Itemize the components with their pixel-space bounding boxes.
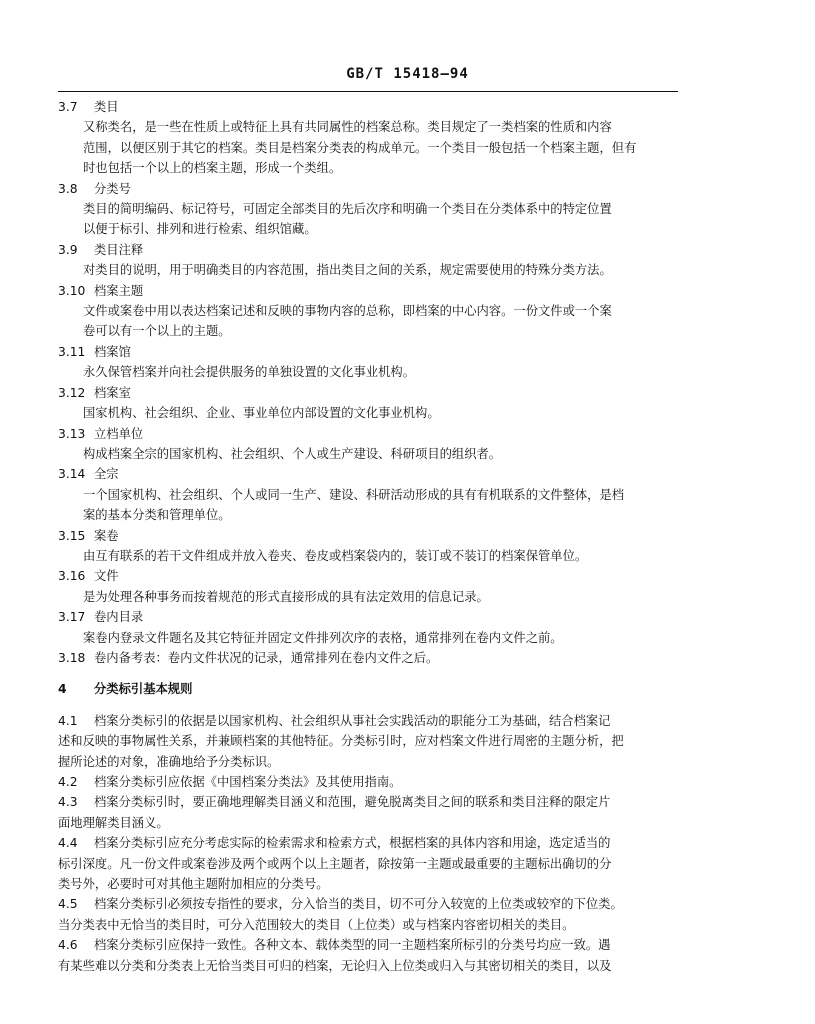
standard-number-header: GB/T 15418—94 [346, 66, 469, 82]
term-title: 文件 [94, 569, 119, 584]
term-title: 档案室 [94, 385, 131, 400]
term-title: 卷内备考表：卷内文件状况的记录，通常排列在卷内文件之后。 [94, 650, 439, 665]
term-number: 3.12 [58, 385, 86, 400]
clause-number: 4.2 [58, 775, 78, 789]
term-title: 卷内目录 [94, 610, 144, 625]
term-definition-line: 文件或案卷中用以表达档案记述和反映的事物内容的总称，即档案的中心内容。一份文件或一个案 [83, 304, 612, 319]
term-heading [58, 607, 682, 627]
clause-line: 有某些难以分类和分类表上无恰当类目可归的档案，无论归入上位类或归入与其密切相关的类目，以及 [58, 958, 612, 973]
term-number: 3.13 [58, 426, 86, 441]
clause-text: 档案分类标引时，要正确地理解类目涵义和范围，避免脱离类目之间的联系和类目注释的限定片 [94, 795, 611, 810]
term-title: 全宗 [94, 467, 119, 482]
term-heading [58, 566, 682, 586]
spacer [58, 668, 682, 679]
term-definition-line: 类目的简明编码、标记符号，可固定全部类目的先后次序和明确一个类目在分类体系中的特定位置 [83, 202, 612, 217]
term-heading [58, 240, 682, 260]
term-definition-line: 案的基本分类和管理单位。 [83, 508, 231, 523]
term-heading [58, 648, 682, 668]
term-number: 3.10 [58, 283, 86, 298]
clause-first-line [58, 772, 682, 792]
term-title: 类目注释 [94, 242, 144, 257]
section-number: 4 [58, 682, 67, 697]
term-definition-line: 一个国家机构、社会组织、个人或同一生产、建设、科研活动形成的具有有机联系的文件整体，是档 [83, 487, 625, 502]
clause-line: 握所论述的对象，准确地给予分类标识。 [58, 754, 280, 769]
section-title: 分类标引基本规则 [94, 682, 193, 697]
term-heading [58, 97, 682, 117]
term-title: 分类号 [94, 181, 131, 196]
term-definition-line: 构成档案全宗的国家机构、社会组织、个人或生产建设、科研项目的组织者。 [83, 446, 502, 461]
clause-line: 当分类表中无恰当的类目时，可分入范围较大的类目（上位类）或与档案内容密切相关的类目。 [58, 917, 575, 932]
term-heading [58, 526, 682, 546]
term-number: 3.7 [58, 100, 78, 114]
clause-first-line [58, 833, 682, 853]
header-rule [58, 91, 678, 92]
clause-number: 4.6 [58, 938, 78, 953]
term-heading [58, 464, 682, 484]
clause-text: 档案分类标引的依据是以国家机构、社会组织从事社会实践活动的职能分工为基础，结合档案记 [94, 713, 611, 728]
clause-text: 档案分类标引应保持一致性。各种文本、载体类型的同一主题档案所标引的分类号均应一致。遇 [94, 938, 611, 953]
term-definition-line: 范围，以便区别于其它的档案。类目是档案分类表的构成单元。一个类目一般包括一个档案主题，但有 [83, 140, 637, 155]
term-heading [58, 342, 682, 362]
term-number: 3.16 [58, 569, 86, 584]
clause-number: 4.3 [58, 795, 78, 810]
term-definition-line: 永久保管档案并向社会提供服务的单独设置的文化事业机构。 [83, 365, 416, 380]
term-number: 3.9 [58, 242, 78, 257]
clause-line: 面地理解类目涵义。 [58, 815, 169, 830]
clause-text: 档案分类标引应充分考虑实际的检索需求和检索方式，根据档案的具体内容和用途，选定适当的 [94, 836, 611, 851]
clause-first-line [58, 711, 682, 731]
term-number: 3.15 [58, 528, 86, 543]
clause-first-line [58, 935, 682, 955]
term-title: 档案主题 [94, 283, 144, 298]
clause-number: 4.1 [58, 713, 78, 728]
clause-number: 4.4 [58, 836, 78, 851]
clause-first-line [58, 792, 682, 812]
clause-line: 述和反映的事物属性关系，并兼顾档案的其他特征。分类标引时，应对档案文件进行周密的主题分析，把 [58, 734, 624, 749]
clause-line: 类号外，必要时可对其他主题附加相应的分类号。 [58, 877, 329, 892]
section-heading [58, 679, 682, 699]
term-definition-line: 以便于标引、排列和进行检索、组织馆藏。 [83, 222, 317, 237]
clause-text: 档案分类标引应依据《中国档案分类法》及其使用指南。 [94, 775, 402, 789]
document-body [58, 97, 682, 976]
term-definition-line: 卷可以有一个以上的主题。 [83, 324, 231, 339]
term-definition-line: 又称类名，是一些在性质上或特征上具有共同属性的档案总称。类目规定了一类档案的性质和内容 [83, 120, 612, 135]
clause-line: 标引深度。凡一份文件或案卷涉及两个或两个以上主题者，除按第一主题或最重要的主题标出确切的分 [58, 856, 612, 871]
term-heading [58, 179, 682, 199]
term-number: 3.8 [58, 181, 78, 196]
term-number: 3.11 [58, 344, 86, 359]
term-number: 3.18 [58, 650, 86, 665]
term-title: 立档单位 [94, 426, 144, 441]
term-definition-line: 国家机构、社会组织、企业、事业单位内部设置的文化事业机构。 [83, 406, 440, 421]
clause-number: 4.5 [58, 897, 78, 912]
term-definition-line: 由互有联系的若干文件组成并放入卷夹、卷皮或档案袋内的，装订或不装订的档案保管单位。 [83, 548, 588, 563]
spacer [58, 700, 682, 711]
term-definition-line: 时也包括一个以上的档案主题，形成一个类组。 [83, 161, 342, 176]
term-number: 3.14 [58, 467, 86, 482]
term-heading [58, 281, 682, 301]
term-definition-line: 是为处理各种事务而按着规范的形式直接形成的具有法定效用的信息记录。 [83, 589, 489, 604]
term-definition-line: 案卷内登录文件题名及其它特征并固定文件排列次序的表格，通常排列在卷内文件之前。 [83, 630, 563, 645]
term-title: 档案馆 [94, 344, 131, 359]
term-heading [58, 383, 682, 403]
term-title: 类目 [94, 100, 119, 114]
term-title: 案卷 [94, 528, 119, 543]
clause-first-line [58, 894, 682, 914]
term-heading [58, 424, 682, 444]
clause-text: 档案分类标引必须按专指性的要求，分入恰当的类目，切不可分入较宽的上位类或较窄的下位类。 [94, 897, 623, 912]
term-number: 3.17 [58, 610, 86, 625]
term-definition-line: 对类目的说明，用于明确类目的内容范围，指出类目之间的关系，规定需要使用的特殊分类方法。 [83, 263, 612, 278]
